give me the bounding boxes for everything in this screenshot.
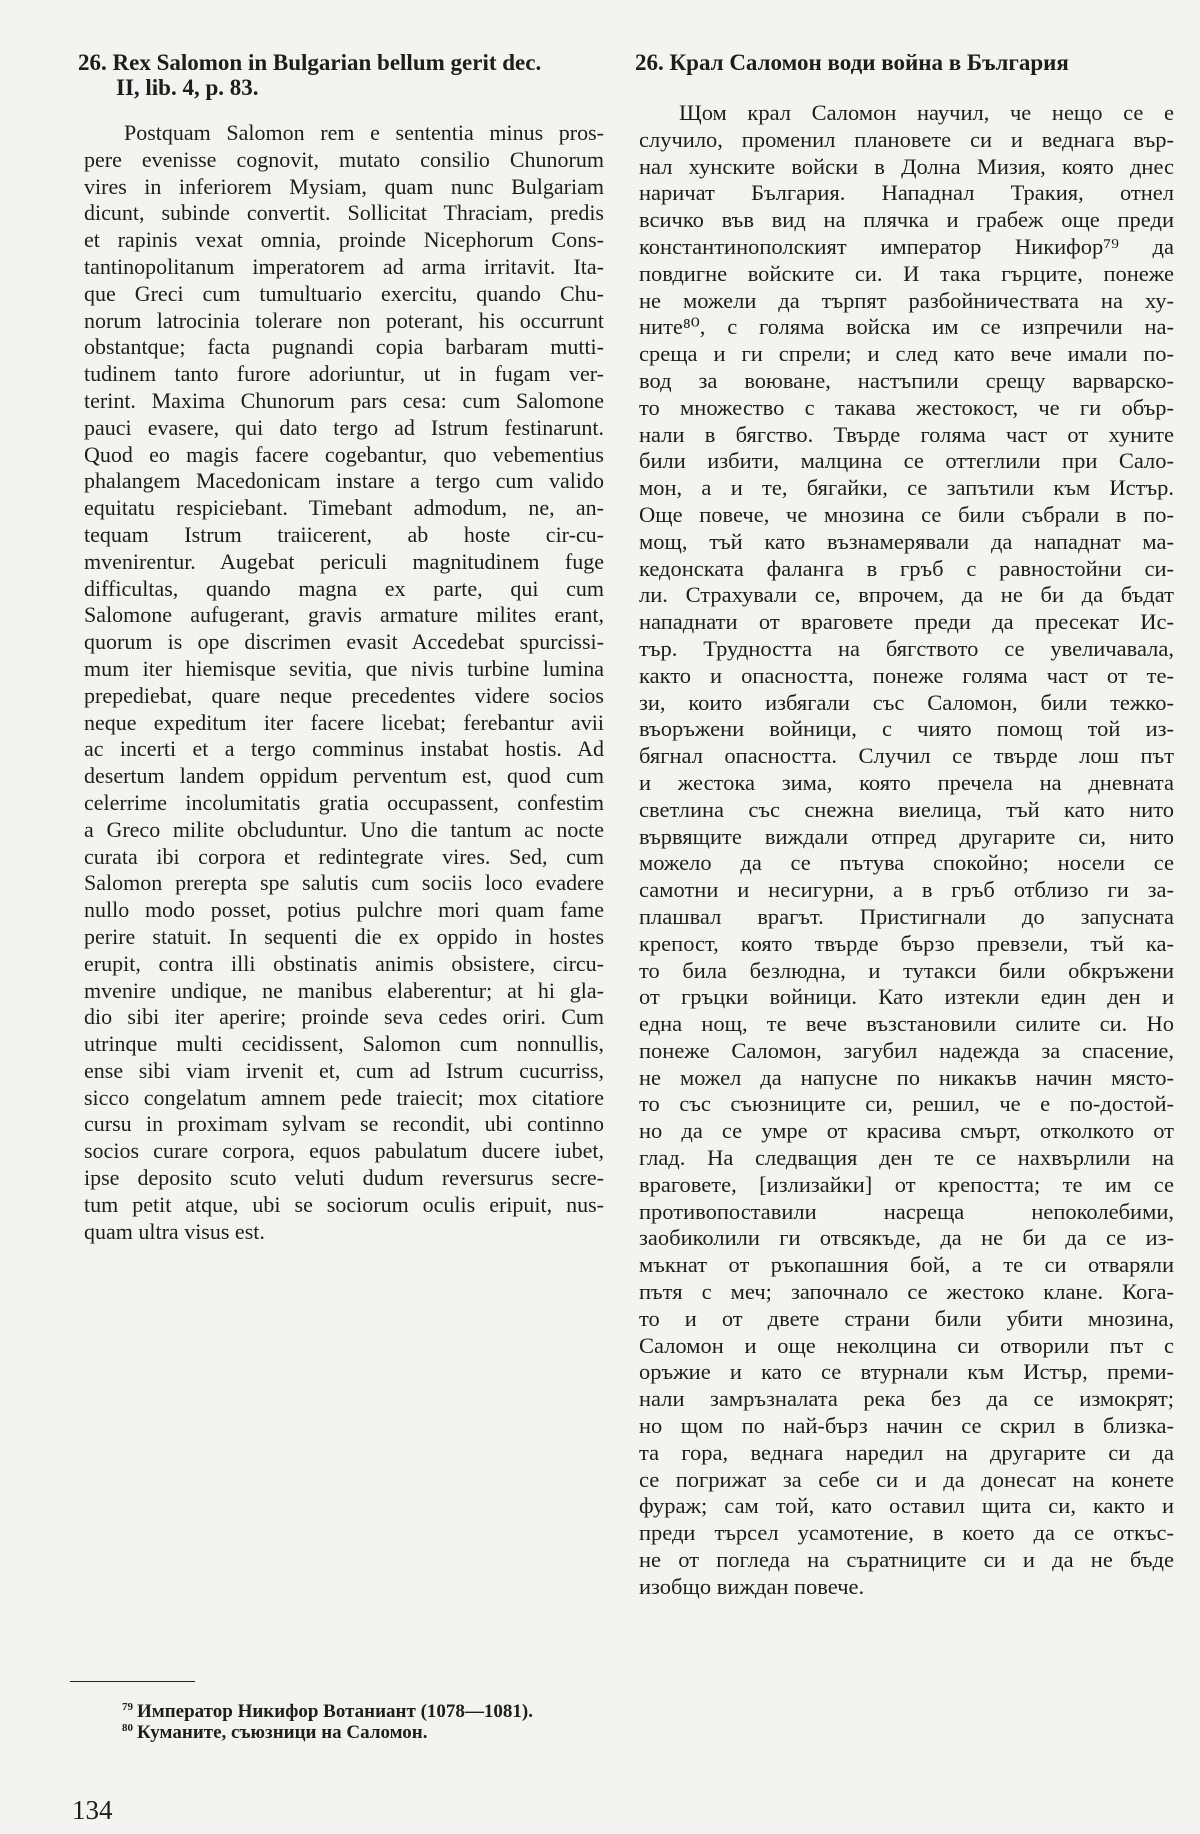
text-line: quorum is ope discrimen evasit Accedebat spurcissi- <box>84 629 604 655</box>
text-line: norum latrocinia tolerare non poterant, his occurrunt <box>84 307 604 333</box>
text-line: не можели да търпят разбойничествата на ху- <box>639 287 1174 313</box>
footnote-number: 79 <box>122 1701 133 1713</box>
text-line: socios curare corpora, equos pabulatum ducere iubet, <box>84 1138 604 1164</box>
text-line: terint. Maxima Chunorum pars cesa: cum Salomone <box>84 387 604 413</box>
text-line: въоръжени войници, с чиято помощ той из- <box>639 716 1174 742</box>
text-line: tequam Istrum traiicerent, ab hoste cir-cu- <box>84 521 604 547</box>
text-line: заобиколили ги отвсякъде, да не би да се из- <box>639 1225 1174 1251</box>
text-line: понеже Саломон, загубил надежда за спасение, <box>639 1037 1174 1063</box>
text-line: вод за воюване, настъпили срещу варварско- <box>639 367 1174 393</box>
text-line: mvenire undique, ne manibus elaberentur; at hi gla- <box>84 977 604 1003</box>
text-line: наричат България. Нападнал Тракия, отнел <box>639 180 1174 206</box>
bulgarian-heading: 26. Крал Саломон води война в България <box>635 50 1069 75</box>
text-line: не от погледа на съратниците си и да не бъде <box>639 1547 1174 1573</box>
text-line: ли. Страхували се, впрочем, да не би да бъдат <box>639 582 1174 608</box>
text-line: самотни и несигурни, а в гръб отблизо ги за- <box>639 877 1174 903</box>
text-line: нали в бягство. Твърде голяма част от хуните <box>639 421 1174 447</box>
text-line: obstantque; facta pugnandi copia barbaram mutti- <box>84 334 604 360</box>
text-line: нали замръзналата река без да се измокрят; <box>639 1386 1174 1412</box>
text-line: изобщо виждан повече. <box>639 1573 865 1599</box>
text-line: Salomon prerepta spe salutis cum sociis loco evadere <box>84 870 604 896</box>
footnote-text: Куманите, съюзници на Саломон. <box>137 1722 428 1743</box>
text-line: нападнати от враговете преди да пресекат Ис- <box>639 609 1174 635</box>
text-line: pauci evasere, qui dato tergo ad Istrum festinarunt. <box>84 414 604 440</box>
latin-heading-line1: 26. Rex Salomon in Bulgarian bellum gerit dec. <box>78 50 542 75</box>
text-line: pere evenisse cognovit, mutato consilio Chunorum <box>84 146 604 172</box>
text-line: ense sibi viam irvenit et, cum ad Istrum cucurriss, <box>84 1057 604 1083</box>
text-line: utrinque multi cecidissent, Salomon cum nonnullis, <box>84 1031 604 1057</box>
text-line: cursu in proximam sylvam se recondit, ubi continno <box>84 1111 604 1137</box>
text-line: ac incerti et a tergo comminus instabat hostis. Ad <box>84 736 604 762</box>
text-line: ipse deposito scuto veluti dudum reversurus secre- <box>84 1165 604 1191</box>
text-line: фураж; сам той, като оставил щита си, както и <box>639 1493 1174 1519</box>
text-line: Salomone aufugerant, gravis armature milites erant, <box>84 602 604 628</box>
text-line: вървящите виждали отпред другарите си, нито <box>639 823 1174 849</box>
text-line: equitatu respiciebant. Timebant admodum, ne, an- <box>84 495 604 521</box>
text-line: neque expeditum iter facere licebat; ferebantur avii <box>84 709 604 735</box>
text-line: Postquam Salomon rem e sententia minus pros- <box>124 120 604 145</box>
text-line: vires in inferiorem Mysiam, quam nunc Bulgariam <box>84 173 604 199</box>
text-line: но щом по най-бърз начин се скрил в близка- <box>639 1413 1174 1439</box>
text-line: зи, които избягали със Саломон, били тежко- <box>639 689 1174 715</box>
bulgarian-body-text <box>639 100 1174 1601</box>
footnote-divider <box>70 1681 195 1682</box>
text-line: можело да се пътува спокойно; носели се <box>639 850 1174 876</box>
text-line: desertum landem oppidum perventum est, quod cum <box>84 763 604 789</box>
text-line: бягнал опасността. Случил се твърде лош път <box>639 743 1174 769</box>
footnote-number: 80 <box>122 1722 133 1734</box>
text-line: враговете, [излизайки] от крепостта; те им се <box>639 1171 1174 1197</box>
text-line: преди търсел усамотение, в което да се откъс- <box>639 1520 1174 1546</box>
text-line: phalangem Macedonicam instare a tergo cum valido <box>84 468 604 494</box>
text-line: от гръцки войници. Като изтекли един ден и <box>639 984 1174 1010</box>
text-line: глад. На следващия ден те се нахвърлили на <box>639 1145 1174 1171</box>
latin-body-text <box>84 120 604 1245</box>
text-line: erupit, contra illi obstinatis animis obsistere, circu- <box>84 950 604 976</box>
text-line: celerrime incolumitatis gratia occupassent, confestim <box>84 789 604 815</box>
latin-heading-line2: II, lib. 4, p. 83. <box>116 75 259 100</box>
text-line: Quod eo magis facere cogebantur, quo vebementius <box>84 441 604 467</box>
text-line: плашвал врагът. Пристигнали до запусната <box>639 903 1174 929</box>
text-line: както и опасността, понеже голяма част от те- <box>639 662 1174 688</box>
text-line: тър. Трудността на бягството се увеличавала, <box>639 635 1174 661</box>
text-line: prepediebat, quare neque precedentes videre socios <box>84 682 604 708</box>
text-line: кедонската фаланга в гръб с равностойни си- <box>639 555 1174 581</box>
text-line: оръжие и като се втурнали към Истър, преми- <box>639 1359 1174 1385</box>
text-line: всичко във вид на плячка и грабеж още преди <box>639 207 1174 233</box>
text-line: tum petit atque, ubi se sociorum oculis eripuit, nus- <box>84 1191 604 1217</box>
text-line: nullo modo posset, potius pulchre mori quam fame <box>84 897 604 923</box>
text-line: повдигне войските си. И така гърците, понеже <box>639 260 1174 286</box>
text-line: били избити, малцина се оттеглили при Сало- <box>639 448 1174 474</box>
text-line: tantinopolitanum imperatorem ad arma irritavit. Ita- <box>84 253 604 279</box>
text-line: константинополският император Никифор⁷⁹ да <box>639 233 1174 259</box>
text-line: mvenirentur. Augebat periculi magnitudinem fuge <box>84 548 604 574</box>
text-line: perire statuit. In sequenti die ex oppido in hostes <box>84 923 604 949</box>
text-line: но да се умре от красива смърт, отколкото от <box>639 1118 1174 1144</box>
text-line: се погрижат за себе си и да донесат на конете <box>639 1466 1174 1492</box>
footnote-80 <box>122 1718 428 1743</box>
text-line: то със съюзниците си, решил, че е по-достой- <box>639 1091 1174 1117</box>
text-line: sicco congelatum amnem pede traiecit; mox citatiore <box>84 1084 604 1110</box>
text-line: мощ, тъй като възнамерявали да нападнат ма- <box>639 528 1174 554</box>
text-line: et rapinis vexat omnia, proinde Nicephorum Cons- <box>84 227 604 253</box>
latin-heading <box>78 50 604 100</box>
text-line: среща и ги спрели; и след като вече имали по- <box>639 341 1174 367</box>
text-line: tudinem tanto furore adoriuntur, ut in fugam ver- <box>84 361 604 387</box>
text-line: Щом крал Саломон научил, че нещо се е <box>679 100 1174 125</box>
text-line: dicunt, subinde convertit. Sollicitat Thraciam, predis <box>84 200 604 226</box>
text-line: нал хунските войски в Долна Мизия, която днес <box>639 153 1174 179</box>
text-line: quam ultra visus est. <box>84 1218 265 1244</box>
text-line: que Greci cum tumultuario exercitu, quando Chu- <box>84 280 604 306</box>
text-line: то била безлюдна, и тутакси били обкръжени <box>639 957 1174 983</box>
text-line: dio sibi iter aperire; proinde seva cedes oriri. Cum <box>84 1004 604 1030</box>
text-line: светлина със снежна виелица, тъй като нито <box>639 796 1174 822</box>
text-line: крепост, която твърде бързо превзели, тъй ка- <box>639 930 1174 956</box>
text-line: мъкнат от ръкопашния бой, а те си отваряли <box>639 1252 1174 1278</box>
text-line: не можел да напусне по никакъв начин място- <box>639 1064 1174 1090</box>
text-line: curata ibi corpora et redintegrate vires. Sed, cum <box>84 843 604 869</box>
text-line: та гора, веднага наредил на другарите си да <box>639 1439 1174 1465</box>
text-line: a Greco milite obcluduntur. Uno die tantum ac nocte <box>84 816 604 842</box>
page-number: 134 <box>72 1795 113 1825</box>
text-line: мон, а и те, бягайки, се запътили към Истър. <box>639 475 1174 501</box>
text-line: difficultas, quando magna ex parte, qui cum <box>84 575 604 601</box>
text-line: Саломон и още неколцина си отворили път с <box>639 1332 1174 1358</box>
text-line: пътя с меч; започнало се жестоко клане. Кога- <box>639 1279 1174 1305</box>
text-line: ните⁸⁰, с голяма войска им се изпречили на- <box>639 314 1174 340</box>
text-line: то и от двете страни били убити мнозина, <box>639 1305 1174 1331</box>
text-line: Още повече, че мнозина се били събрали в по- <box>639 501 1174 527</box>
footnote-text: Император Никифор Вотаниант (1078—1081). <box>137 1701 533 1722</box>
text-line: и жестока зима, която пречела на дневната <box>639 769 1174 795</box>
text-line: една нощ, те вече възстановили силите си. Но <box>639 1011 1174 1037</box>
text-line: противопоставили насреща непоколебими, <box>639 1198 1174 1224</box>
text-line: mum iter hiemisque sevitia, que nivis turbine lumina <box>84 655 604 681</box>
text-line: то множество с такава жестокост, че ги обър- <box>639 394 1174 420</box>
text-line: случило, променил плановете си и веднага вър- <box>639 126 1174 152</box>
